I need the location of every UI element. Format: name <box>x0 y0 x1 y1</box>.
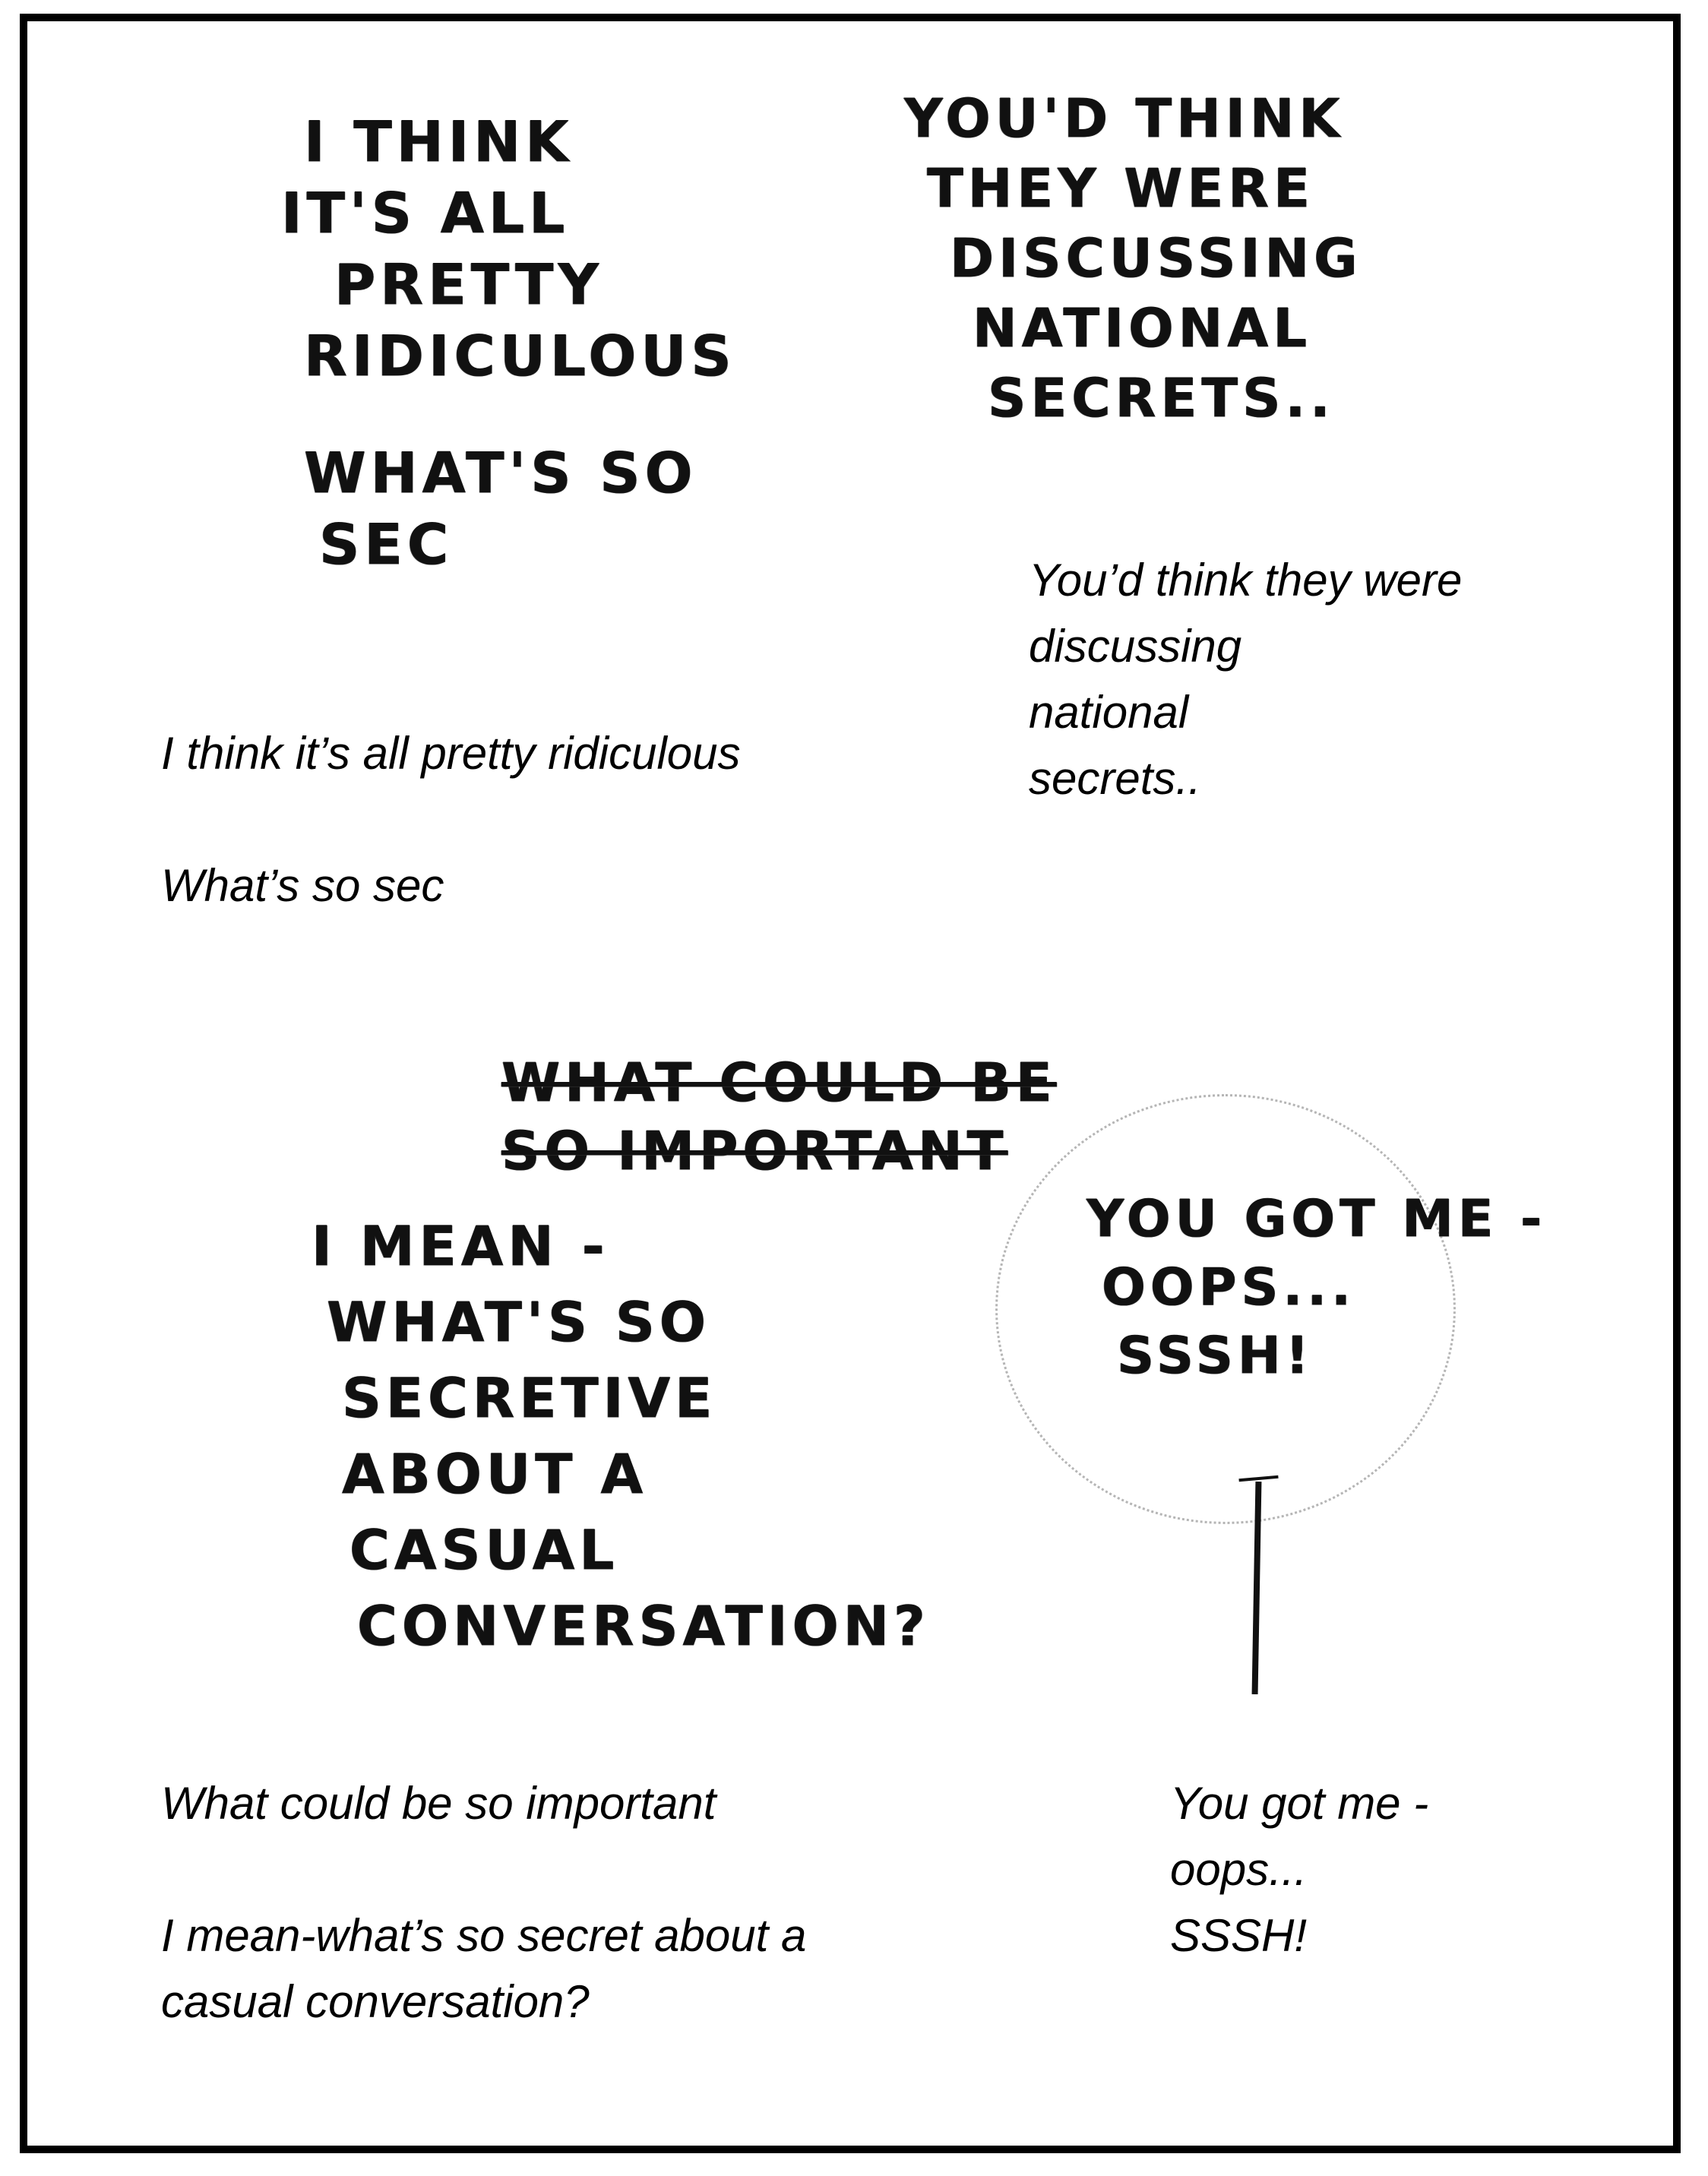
handwritten-note-ridiculous <box>281 106 736 580</box>
handwritten-line: ABOUT A <box>342 1442 648 1506</box>
handwritten-line: PRETTY <box>334 252 604 318</box>
transcription-ridiculous <box>161 720 741 919</box>
transcription-line: oops... <box>1170 1844 1308 1895</box>
handwritten-line: RIDICULOUS <box>304 324 736 389</box>
handwritten-line: CASUAL <box>350 1518 619 1582</box>
handwritten-line: THEY WERE <box>927 157 1314 220</box>
handwritten-note-bubble <box>1086 1185 1546 1390</box>
handwritten-line: NATIONAL <box>973 297 1311 359</box>
transcription-line: casual conversation? <box>161 1976 590 2027</box>
handwritten-line: OOPS... <box>1102 1257 1355 1317</box>
handwritten-line: WHAT'S SO <box>327 1290 710 1354</box>
handwritten-line: SEC <box>319 512 454 577</box>
transcription-line <box>161 786 741 852</box>
transcription-line: You’d think they were <box>1029 555 1463 606</box>
transcription-line: national <box>1029 687 1189 738</box>
struck-line: SO IMPORTANT <box>501 1120 1008 1182</box>
transcription-bubble <box>1170 1770 1428 1969</box>
transcription-line: What could be so important <box>161 1778 716 1829</box>
transcription-line: You got me - <box>1170 1778 1429 1829</box>
handwritten-note-conversation <box>312 1208 930 1664</box>
handwritten-note-secrets <box>904 84 1362 433</box>
transcription-line: I think it’s all pretty ridiculous <box>161 728 741 779</box>
handwritten-line: I MEAN - <box>312 1214 609 1278</box>
handwritten-line: WHAT'S SO <box>304 441 697 506</box>
transcription-secrets <box>1029 547 1462 811</box>
handwritten-line: DISCUSSING <box>950 227 1362 289</box>
transcription-line: SSSH! <box>1170 1910 1308 1961</box>
struck-line: WHAT COULD BE <box>501 1052 1057 1114</box>
handwritten-line: IT'S ALL <box>281 181 570 246</box>
handwritten-line <box>304 392 736 438</box>
handwritten-struck-note <box>501 1048 1057 1185</box>
handwritten-line: SECRETS.. <box>988 367 1335 429</box>
transcription-conversation <box>161 1770 806 2035</box>
transcription-line: What’s so sec <box>161 860 444 911</box>
handwritten-line: I THINK <box>304 109 574 175</box>
transcription-line: I mean-what’s so secret about a <box>161 1910 807 1961</box>
transcription-line <box>161 1836 806 1902</box>
handwritten-line: SECRETIVE <box>342 1366 717 1430</box>
transcription-line: secrets.. <box>1029 753 1201 804</box>
handwritten-line: YOU GOT ME - <box>1086 1189 1547 1249</box>
transcription-line: discussing <box>1029 621 1242 672</box>
handwritten-line: SSSH! <box>1117 1326 1314 1386</box>
handwritten-line: CONVERSATION? <box>357 1594 930 1658</box>
handwritten-line: YOU'D THINK <box>904 87 1345 150</box>
